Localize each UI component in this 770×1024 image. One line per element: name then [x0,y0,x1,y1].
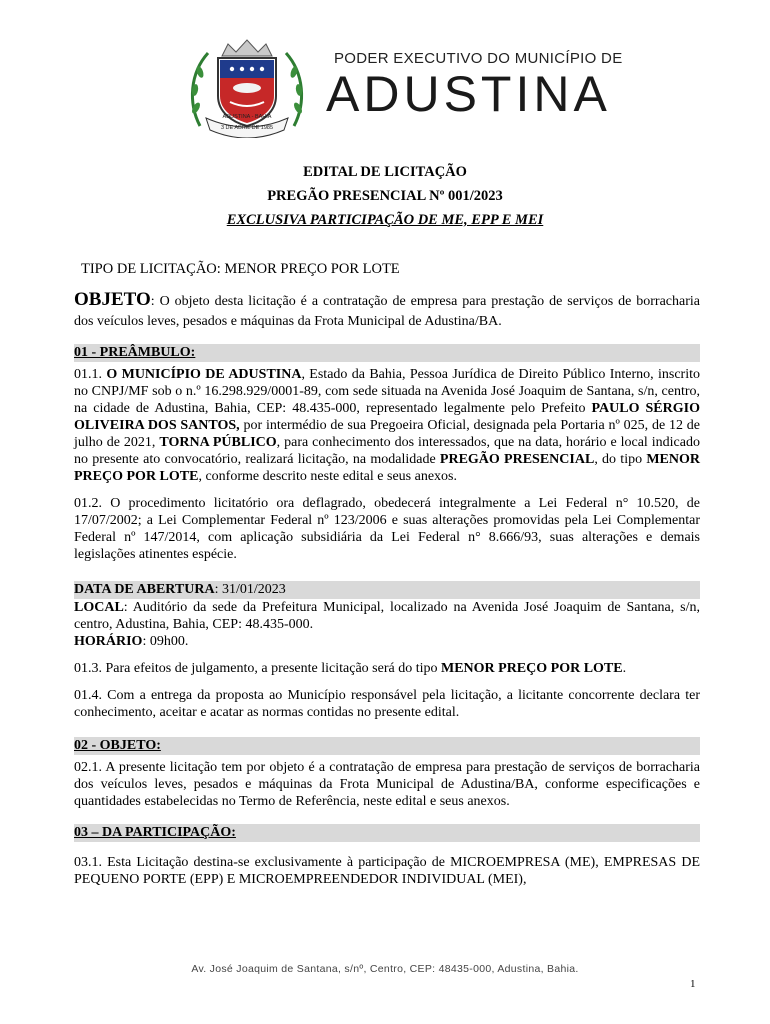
paragraph-01-1: 01.1. O MUNICÍPIO DE ADUSTINA, Estado da Bahia, Pessoa Jurídica de Direito Público Interno, inscrito no CNPJ/MF sob o n.º 16.298.929/0001-89, com sede situada na Avenida José Joaquim de Santana, s/n, centro, na cidade de Adustina, Bahia, CEP: 48.435-000, representado legalmente pelo Prefeito PAULO SÉRGIO OLIVEIRA DOS SANTOS, por intermédio de sua Pregoeira Oficial, designada pela Portaria nº 025, de 12 de julho de 2021, TORNA PÚBLICO, para conhecimento dos interessados, que na data, horário e local indicado no presente ato convocatório, realizará licitação, na modalidade PREGÃO PRESENCIAL, do tipo MENOR PREÇO POR LOTE, conforme descrito neste edital e seus anexos. [74,367,701,484]
footer-address: Av. José Joaquim de Santana, s/nº, Centro, CEP: 48435-000, Adustina, Bahia. [191,963,579,975]
document-body [74,290,700,898]
section-heading-objeto: 02 - OBJETO: [74,737,700,755]
municipal-crest-icon [186,38,308,138]
licitation-type-value: : MENOR PREÇO POR LOTE [216,261,400,277]
page-header [0,0,770,150]
crest-ribbon-text: 3 DE ABRIL DE 1985 [220,125,274,131]
brand-subtitle: PODER EXECUTIVO DO MUNICÍPIO DE [334,50,623,67]
paragraph-01-4: 01.4. Com a entrega da proposta ao Município responsável pela licitação, a licitante concorrente declara ter conhecimento, aceitar e acatar as normas contidas no presente edital. [74,688,700,720]
exclusive-participation-title: EXCLUSIVA PARTICIPAÇÃO DE ME, EPP E MEI [226,212,544,228]
pregao-title: PREGÃO PRESENCIAL Nº 001/2023 [267,188,503,204]
brand-title: ADUSTINA [326,66,611,122]
objeto-text: : O objeto desta licitação é a contratação de empresa para prestação de serviços de borracharia dos veículos leves, pesados e máquinas da Frota Municipal de Adustina/BA. [74,294,700,329]
data-abertura: DATA DE ABERTURA: 31/01/2023 [74,581,700,599]
licitation-type [81,261,400,278]
section-heading-participacao: 03 – DA PARTICIPAÇÃO: [74,824,700,842]
section-heading-preambulo: 01 - PREÂMBULO: [74,344,700,362]
objeto-label: OBJETO [74,289,151,310]
page-number: 1 [690,978,696,990]
edital-title: EDITAL DE LICITAÇÃO [303,164,467,180]
paragraph-02-1: 02.1. A presente licitação tem por objeto é a contratação de empresa para prestação de serviços de borracharia dos veículos leves, pesados e máquinas da Frota Municipal de Adustina/BA, conforme especificações e quantidades estabelecidas no Termo de Referência, neste edital e seus anexos. [74,760,700,809]
local-abertura: LOCAL: Auditório da sede da Prefeitura Municipal, localizado na Avenida José Joaquim de Santana, s/n, centro, Adustina, Bahia, CEP: 48.435-000. [74,600,700,632]
objeto-paragraph [74,290,700,332]
crest-banner-text: ADUSTINA - BAHIA [222,114,272,120]
paragraph-01-2: 01.2. O procedimento licitatório ora deflagrado, obedecerá integralmente a Lei Federal n° 10.520, de 17/07/2002; a Lei Complementar Federal nº 123/2006 e suas alterações promovidas pela Lei Complementar Federal nº 147/2014, com aplicação subsidiária da Lei Federal n° 8.666/93, suas alterações e demais legislações atinentes espécie. [74,496,700,562]
licitation-type-label: TIPO DE LICITAÇÃO [81,261,217,277]
paragraph-03-1: 03.1. Esta Licitação destina-se exclusivamente à participação de MICROEMPRESA (ME), EMPRESAS DE PEQUENO PORTE (EPP) E MICROEMPREENDEDOR INDIVIDUAL (MEI), [74,855,700,887]
paragraph-01-3: 01.3. Para efeitos de julgamento, a presente licitação será do tipo MENOR PREÇO POR LOTE. [74,661,627,676]
abertura-block [74,581,700,650]
horario-abertura: HORÁRIO: 09h00. [74,634,189,649]
document-titles [0,160,770,232]
